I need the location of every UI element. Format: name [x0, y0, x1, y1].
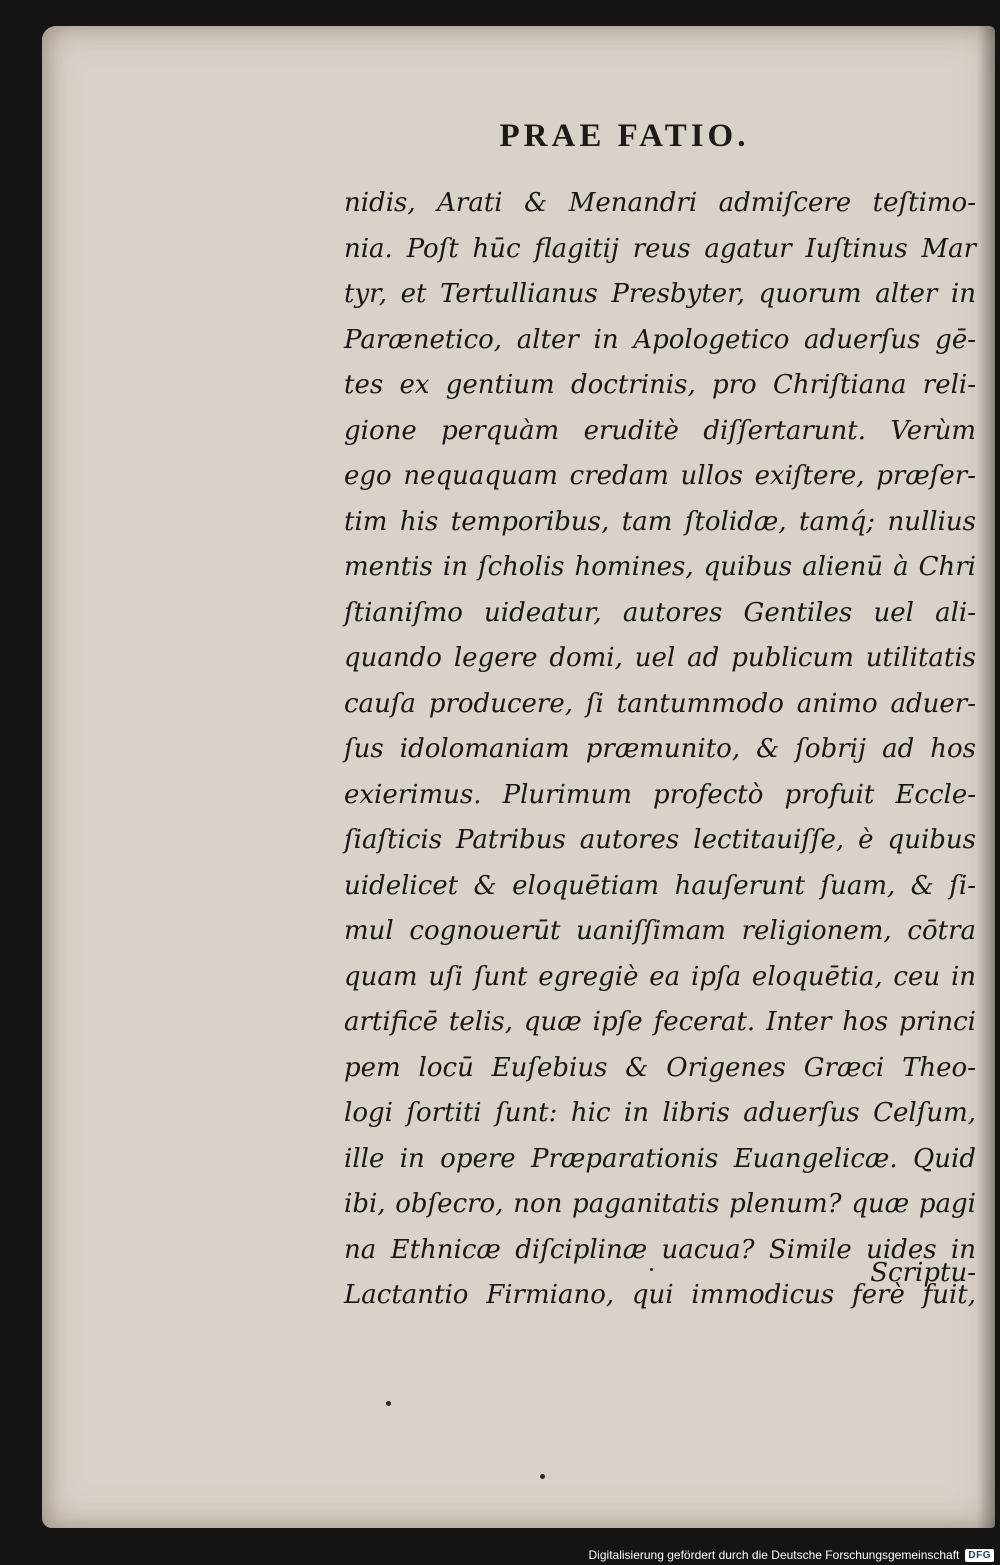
text-line: na Ethnicæ diſciplinæ uacua? Simile uides in	[344, 1234, 976, 1265]
text-line: mentis in ſcholis homines, quibus alienū à Chri	[344, 552, 976, 582]
digitization-credit	[589, 1545, 1000, 1565]
text-line: artificē telis, quæ ipſe fecerat. Inter hos princi	[344, 1007, 976, 1037]
text-line: pem locū Euſebius & Origenes Græci Theo-	[344, 1052, 976, 1083]
text-line: Lactantio Firmiano, qui immodicus ferè fuit,	[344, 1280, 976, 1310]
text-line: quando legere domi, uel ad publicum utilitatis	[344, 643, 976, 673]
dfg-logo: DFG	[965, 1549, 994, 1562]
text-line: ſiaſticis Patribus autores lectitauiſſe, è quibus	[344, 825, 976, 855]
text-line: mul cognouerūt uaniſſimam religionem, cōtra	[344, 916, 976, 946]
body-text	[344, 181, 976, 1319]
ink-speck	[650, 1268, 653, 1271]
text-line: gione perquàm eruditè diſſertarunt. Verùm	[344, 415, 976, 446]
text-line: cauſa producere, ſi tantummodo animo aduer-	[344, 688, 976, 719]
running-head: PRAE FATIO.	[499, 118, 750, 154]
text-line: exierimus. Plurimum profectò profuit Eccle-	[344, 779, 976, 810]
book-page	[42, 26, 995, 1528]
text-line: ibi, obſecro, non paganitatis plenum? quæ pagi	[344, 1189, 976, 1219]
text-line: uidelicet & eloquētiam hauſerunt ſuam, & ſi-	[344, 870, 976, 901]
credit-text: Digitalisierung gefördert durch die Deutsche Forschungsgemeinschaft	[588, 1548, 960, 1562]
text-line: nidis, Arati & Menandri admiſcere teſtimo-	[344, 188, 976, 218]
ink-speck	[540, 1474, 545, 1479]
text-line: ego nequaquam credam ullos exiſtere, præſer-	[344, 461, 976, 491]
text-line: tim his temporibus, tam ſtolidæ, tamq́; nullius	[344, 506, 976, 537]
text-line: tes ex gentium doctrinis, pro Chriſtiana reli-	[344, 370, 976, 400]
text-line: nia. Poſt hūc flagitij reus agatur Iuſtinus Mar	[344, 233, 976, 264]
text-line: ille in opere Præparationis Euangelicæ. Quid	[344, 1143, 976, 1174]
text-line: tyr, et Tertullianus Presbyter, quorum alter in	[344, 279, 976, 309]
text-line: ſus idolomaniam præmunito, & ſobrij ad hos	[344, 734, 976, 764]
ink-speck	[386, 1401, 391, 1406]
text-line: logi ſortiti ſunt: hic in libris aduerſus Celſum,	[344, 1098, 976, 1128]
text-line: quam uſi ſunt egregiè ea ipſa eloquētia, ceu in	[344, 961, 976, 992]
text-line: Parænetico, alter in Apologetico aduerſus gē-	[344, 324, 976, 355]
text-line: ſtianiſmo uideatur, autores Gentiles uel ali-	[344, 597, 976, 628]
catchword: Scriptu-	[870, 1258, 976, 1288]
